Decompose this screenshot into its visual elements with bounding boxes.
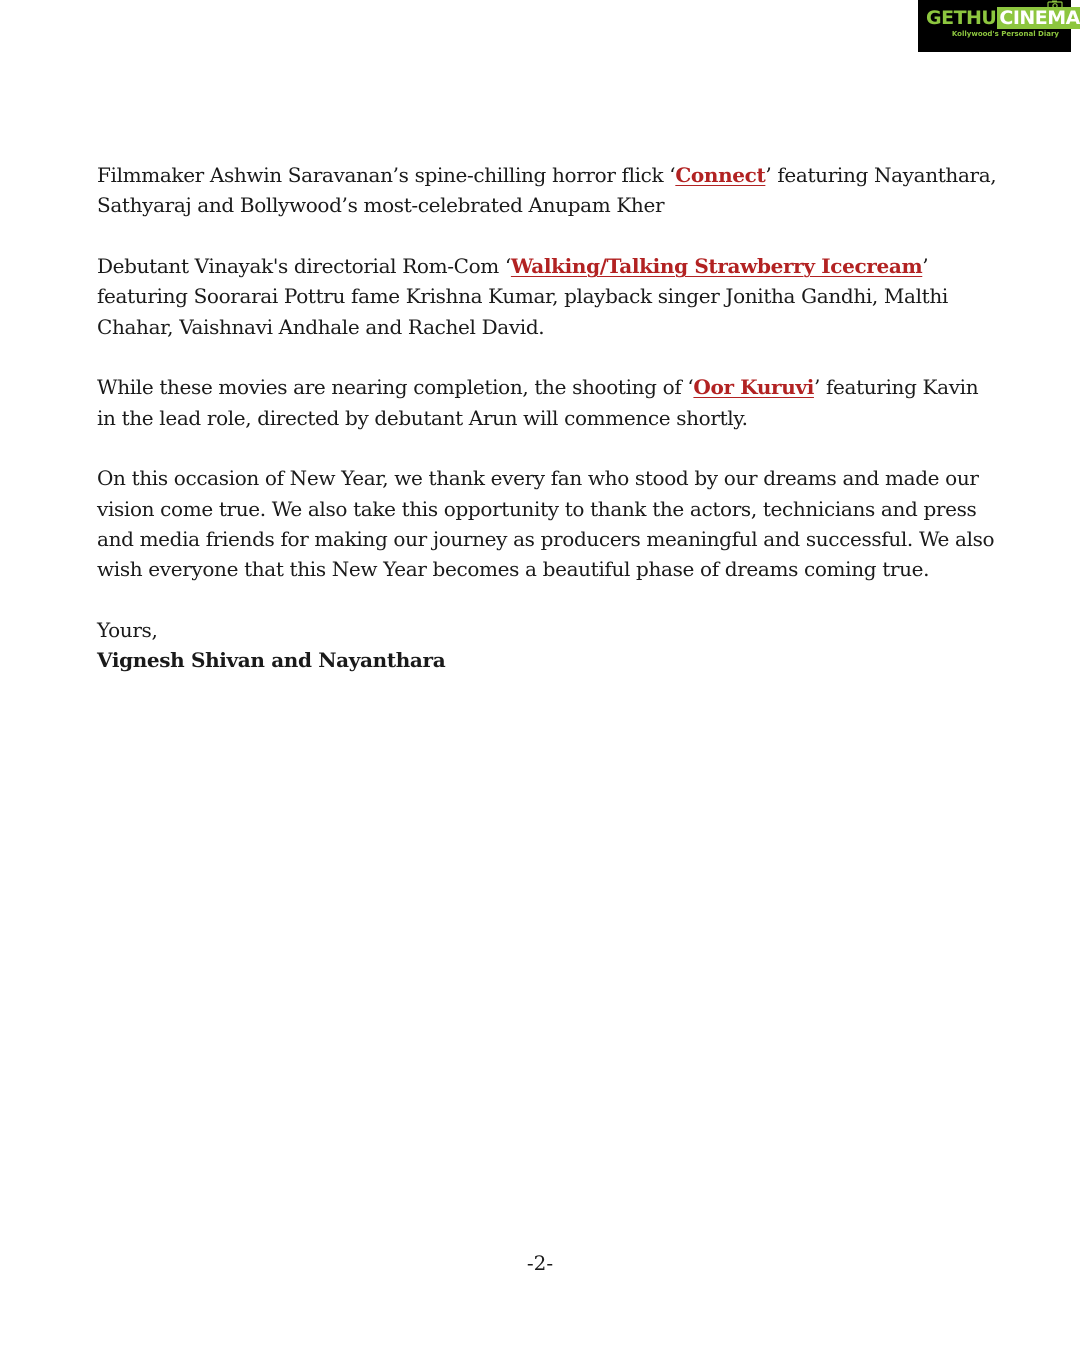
page-number: -2- (526, 1251, 554, 1275)
camera-icon (1047, 0, 1063, 10)
logo-wordmark (926, 7, 1080, 29)
paragraph-oor-kuruvi (97, 372, 997, 433)
signoff: Yours, (97, 617, 158, 642)
paragraph-text: ’ featuring Nayanthara, Sathyaraj and Bollywood’s most-celebrated Anupam Kher (97, 163, 997, 218)
letter-body (97, 160, 997, 675)
movie-title-connect: Connect (675, 163, 766, 187)
gethucinema-logo (918, 0, 1080, 52)
paragraph-text: ’ featuring Kavin in the lead role, directed by debutant Arun will commence shortly. (97, 375, 979, 430)
signature: Vignesh Shivan and Nayanthara (97, 648, 446, 673)
logo-brand-part2: CINEMA (999, 7, 1080, 29)
paragraph-walking-talking (97, 251, 997, 342)
movie-title-oor-kuruvi: Oor Kuruvi (693, 375, 814, 400)
paragraph-text: ’ featuring Soorarai Pottru fame Krishna Kumar, playback singer Jonitha Gandhi, Malthi Chahar, Vaishnavi Andhale and Rachel David. (97, 253, 948, 339)
paragraph-text: While these movies are nearing completion, the shooting of ‘ (97, 375, 694, 400)
movie-title-walking-talking: Walking/Talking Strawberry Icecream (510, 253, 923, 278)
logo-tagline: Kollywood's Personal Diary (951, 30, 1059, 38)
paragraph-text: Debutant Vinayak's directorial Rom-Com ‘ (97, 253, 511, 278)
logo-brand-part1: GETHU (926, 7, 997, 29)
paragraph-text: Filmmaker Ashwin Saravanan’s spine-chilling horror flick ‘ (97, 163, 676, 187)
paragraph-connect (97, 160, 997, 221)
paragraph-new-year-thanks: On this occasion of New Year, we thank every fan who stood by our dreams and made our vision come true. We also take this opportunity to thank the actors, technicians and press and media friends for making our journey as producers meaningful and successful. We also wish everyone that this New Year becomes a beautiful phase of dreams coming true. (97, 466, 995, 582)
